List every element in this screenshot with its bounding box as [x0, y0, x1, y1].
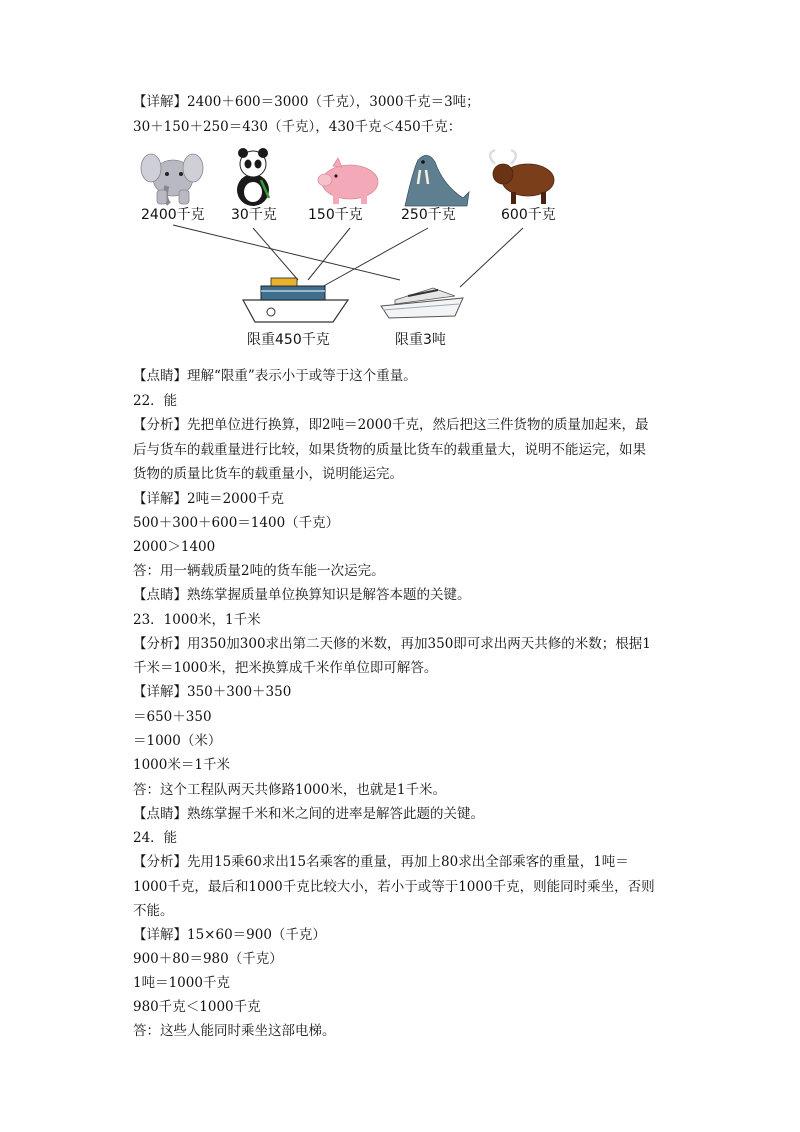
- text-line: 2000＞1400: [133, 539, 216, 555]
- text-line: 500＋300＋600＝1400（千克）: [133, 515, 340, 531]
- text-line: 30＋150＋250＝430（千克），430千克＜450千克：: [133, 119, 462, 135]
- yacht-limit-label: 限重3吨: [395, 332, 446, 348]
- line-yak-yacht: [460, 228, 523, 287]
- yak-weight-label: 600千克: [501, 207, 556, 223]
- line-pig-boat: [308, 228, 350, 280]
- line-walrus-boat: [320, 228, 428, 288]
- small-boat-limit-label: 限重450千克: [247, 332, 330, 348]
- text-line: 1吨＝1000千克: [133, 975, 230, 991]
- text-line: ＝650＋350: [133, 709, 212, 725]
- text-line: 货物的质量比货车的载重量小，说明能运完。: [133, 466, 403, 482]
- walrus-icon: [405, 155, 469, 206]
- text-line: 后与货车的载重量进行比较，如果货物的质量比货车的载重量大，说明不能运完，如果: [133, 442, 646, 458]
- text-line: 【详解】2吨＝2000千克: [133, 491, 284, 507]
- question-number: 24．能: [133, 830, 178, 846]
- text-line: 【点睛】熟练掌握质量单位换算知识是解答本题的关键。: [133, 587, 471, 603]
- yacht-icon: [381, 288, 463, 318]
- elephant-weight-label: 2400千克: [141, 207, 205, 223]
- panda-weight-label: 30千克: [231, 207, 277, 223]
- text-line: 不能。: [133, 903, 174, 919]
- text-line: 【点睛】熟练掌握千米和米之间的进率是解答此题的关键。: [133, 806, 484, 822]
- text-line: 答：用一辆载质量2吨的货车能一次运完。: [133, 563, 385, 579]
- text-line: 千米＝1000米，把米换算成千米作单位即可解答。: [133, 660, 438, 676]
- text-line: 【详解】2400＋600＝3000（千克），3000千克＝3吨；: [133, 94, 480, 110]
- text-line: ＝1000（米）: [133, 733, 222, 749]
- small-boat-icon: [243, 278, 348, 322]
- text-line: 【分析】先用15乘60求出15名乘客的重量，再加上80求出全部乘客的重量，1吨＝: [133, 854, 629, 870]
- text-line: 980千克＜1000千克: [133, 999, 261, 1015]
- connection-lines: [173, 225, 523, 288]
- text-line: 【点睛】理解“限重”表示小于或等于这个重量。: [133, 368, 417, 384]
- text-line: 【分析】用350加300求出第二天修的米数，再加350即可求出两天共修的米数；根据1: [133, 636, 651, 652]
- text-line: 【详解】15×60＝900（千克）: [133, 927, 326, 943]
- text-line: 答：这些人能同时乘坐这部电梯。: [133, 1023, 336, 1039]
- text-line: 1000千克，最后和1000千克比较大小，若小于或等于1000千克，则能同时乘坐，否则: [133, 879, 655, 895]
- matching-figure: [133, 140, 573, 360]
- text-line: 答：这个工程队两天共修路1000米，也就是1千米。: [133, 782, 446, 798]
- text-line: 900＋80＝980（千克）: [133, 951, 283, 967]
- text-line: 【详解】350＋300＋350: [133, 684, 292, 700]
- yak-icon: [490, 150, 554, 204]
- text-line: 1000米＝1千米: [133, 757, 230, 773]
- pig-icon: [318, 158, 378, 204]
- matching-figure-svg: [133, 140, 573, 360]
- text-line: 【分析】先把单位进行换算，即2吨＝2000千克，然后把这三件货物的质量加起来，最: [133, 417, 649, 433]
- panda-icon: [237, 148, 269, 206]
- line-elephant-yacht: [173, 225, 400, 280]
- walrus-weight-label: 250千克: [401, 207, 456, 223]
- question-number: 23．1000米，1千米: [133, 612, 261, 628]
- pig-weight-label: 150千克: [308, 207, 363, 223]
- question-number: 22．能: [133, 393, 178, 409]
- elephant-icon: [141, 154, 203, 204]
